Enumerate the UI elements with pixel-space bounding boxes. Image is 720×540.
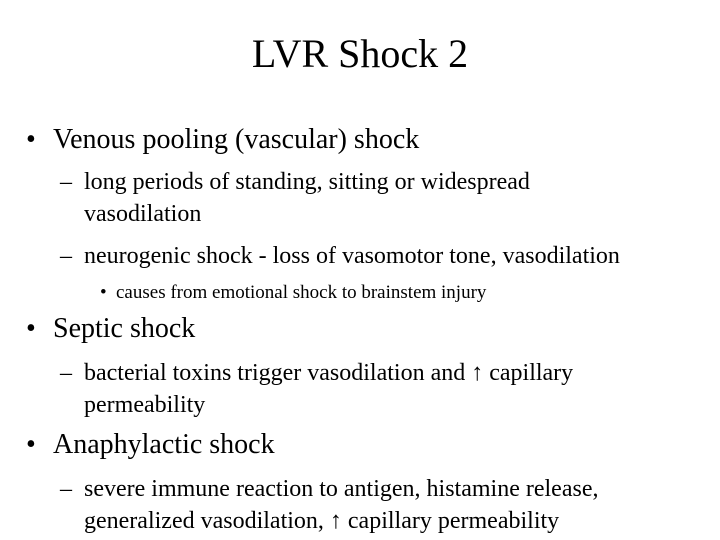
bullet-text: Anaphylactic shock <box>53 429 275 460</box>
sub-bullet-immune <box>60 473 598 505</box>
sub-bullet-immune-cont <box>84 505 559 537</box>
sub-bullet-text: generalized vasodilation, ↑ capillary permeability <box>84 508 560 534</box>
sub-bullet-text: long periods of standing, sitting or widespread <box>84 169 530 195</box>
sub-bullet-bacterial <box>60 357 573 389</box>
dash-marker: – <box>60 169 72 195</box>
sub-bullet-standing <box>60 166 530 198</box>
bullet-text: Venous pooling (vascular) shock <box>53 124 420 155</box>
sub-bullet-bacterial-cont <box>84 389 205 421</box>
bullet-marker: • <box>26 124 36 155</box>
sub-bullet-text: severe immune reaction to antigen, histamine release, <box>84 476 599 502</box>
bullet-venous-pooling <box>26 124 419 156</box>
sub-bullet-standing-cont <box>84 198 201 230</box>
bullet-marker: • <box>26 429 36 460</box>
bullet-marker: • <box>26 313 36 344</box>
sub-bullet-text: bacterial toxins trigger vasodilation and ↑ capillary <box>84 360 574 386</box>
sub-bullet-text: permeability <box>84 392 206 418</box>
bullet-text: Septic shock <box>53 313 196 344</box>
sub-bullet-text: neurogenic shock - loss of vasomotor tone, vasodilation <box>84 243 620 269</box>
bullet-marker: • <box>100 282 107 303</box>
bullet-anaphylactic-shock <box>26 429 275 461</box>
sub-bullet-text: vasodilation <box>84 201 202 227</box>
sub-sub-bullet-text: causes from emotional shock to brainstem injury <box>116 282 487 303</box>
slide-title: LVR Shock 2 <box>251 31 469 76</box>
dash-marker: – <box>60 360 72 386</box>
dash-marker: – <box>60 243 72 269</box>
bullet-septic-shock <box>26 313 195 345</box>
sub-bullet-neurogenic <box>60 240 620 272</box>
dash-marker: – <box>60 476 72 502</box>
sub-sub-bullet-causes <box>100 281 486 305</box>
